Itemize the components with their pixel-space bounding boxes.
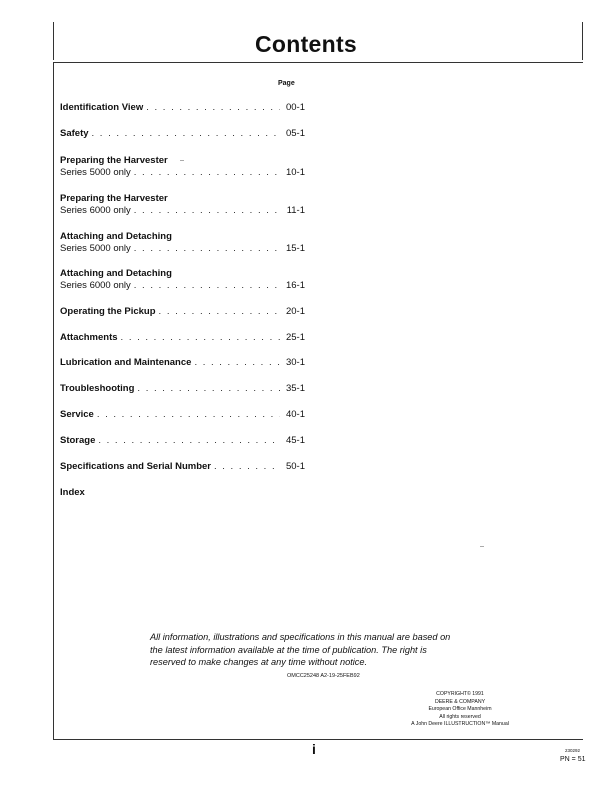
toc-page: 25-1	[285, 332, 305, 343]
page-column-label: Page	[278, 80, 295, 87]
toc-entry[interactable]	[60, 193, 305, 217]
toc-entry[interactable]	[60, 268, 305, 292]
toc-page: 30-1	[285, 357, 305, 368]
disclaimer-text: All information, illustrations and specifications in this manual are based on the latest information available at the time of publication. The right is reserved to make changes at any time without notice.	[150, 632, 451, 667]
toc-heading: Attachments	[60, 332, 118, 343]
toc-page: 16-1	[285, 280, 305, 291]
toc-entry[interactable]	[60, 128, 305, 140]
toc-entry[interactable]	[60, 155, 305, 179]
toc-entry[interactable]	[60, 306, 305, 318]
toc-heading: Lubrication and Maintenance	[60, 357, 192, 368]
toc-page: 00-1	[285, 102, 305, 113]
scan-speck	[480, 546, 484, 547]
toc-heading: Safety	[60, 128, 89, 139]
toc-page: 50-1	[285, 461, 305, 472]
toc-page: 45-1	[285, 435, 305, 446]
toc-subheading: Series 6000 only	[60, 280, 131, 291]
toc-heading: Index	[60, 487, 85, 498]
toc-entry[interactable]	[60, 332, 305, 344]
toc-page: 05-1	[285, 128, 305, 139]
toc-page: 40-1	[285, 409, 305, 420]
document-code: OMCC25248 A2-19-25FEB92	[287, 673, 360, 679]
toc-page: 35-1	[285, 383, 305, 394]
toc-entry[interactable]	[60, 102, 305, 114]
toc-subheading: Series 5000 only	[60, 167, 131, 178]
corner-date-code: 230292	[565, 748, 581, 753]
toc-heading: Service	[60, 409, 94, 420]
page-number: i	[312, 741, 316, 757]
toc-page: 10-1	[285, 167, 305, 178]
toc-entry[interactable]	[60, 435, 305, 447]
toc-page: 11-1	[286, 205, 305, 216]
scan-speck	[180, 160, 184, 161]
toc-heading: Preparing the Harvester	[60, 193, 168, 204]
toc-heading: Storage	[60, 435, 96, 446]
toc-entry[interactable]	[60, 409, 305, 421]
toc-heading: Attaching and Detaching	[60, 231, 172, 242]
toc-heading: Specifications and Serial Number	[60, 461, 211, 472]
toc-subheading: Series 5000 only	[60, 243, 131, 254]
toc-subheading: Series 6000 only	[60, 205, 131, 216]
toc-heading: Attaching and Detaching	[60, 268, 172, 279]
toc-entry[interactable]	[60, 231, 305, 255]
toc-entry[interactable]	[60, 461, 305, 473]
toc-heading: Operating the Pickup	[60, 306, 156, 317]
toc-entry[interactable]	[60, 357, 305, 369]
toc-page: 15-1	[285, 243, 305, 254]
copyright-block: COPYRIGHT© 1991 DEERE & COMPANY European Office Mannheim All rights reserved A John Deere ILLUSTRUCTION™ Manual	[411, 691, 509, 727]
toc-heading: Identification View	[60, 102, 144, 113]
corner-pn-label: PN = 51	[560, 756, 586, 763]
toc-heading: Preparing the Harvester	[60, 155, 168, 166]
toc-entry[interactable]	[60, 383, 305, 395]
toc-entry[interactable]	[60, 487, 305, 499]
page-title: Contents	[254, 31, 358, 57]
toc-page: 20-1	[285, 306, 305, 317]
toc-heading: Troubleshooting	[60, 383, 135, 394]
